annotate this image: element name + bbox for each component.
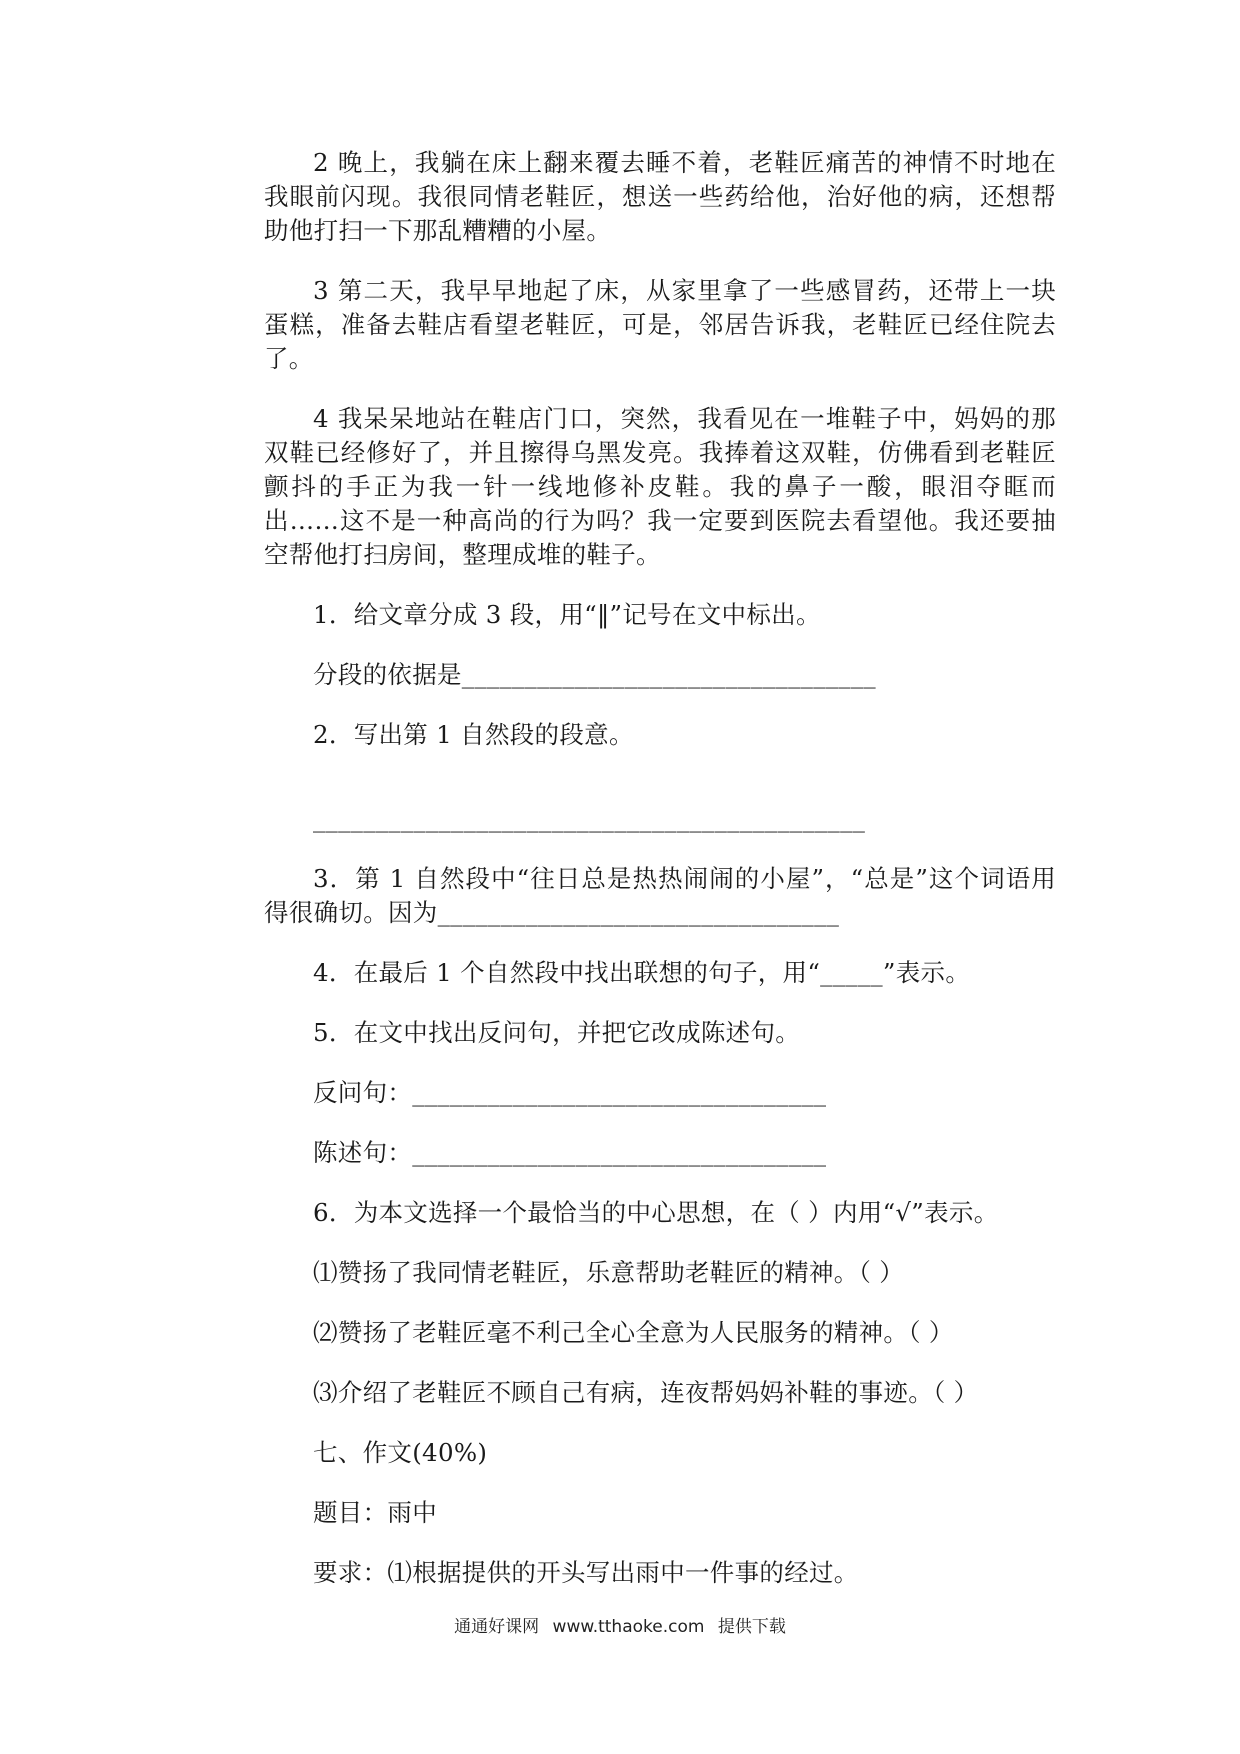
- question-1: 1．给文章分成 3 段，用“‖”记号在文中标出。: [313, 600, 821, 629]
- worksheet-page: [264, 146, 1056, 1616]
- question-6-option-3: ⑶介绍了老鞋匠不顾自己有病，连夜帮妈妈补鞋的事迹。（ ）: [313, 1378, 979, 1407]
- passage-paragraph-2: 2 晚上，我躺在床上翻来覆去睡不着，老鞋匠痛苦的神情不时地在我眼前闪现。我很同情老鞋匠，想送一些药给他，治好他的病，还想帮助他打扫一下那乱糟糟的小屋。: [264, 148, 1056, 245]
- footer-url: www.tthaoke.com: [552, 1617, 705, 1637]
- question-3: 3．第 1 自然段中“往日总是热热闹闹的小屋”，“总是”这个词语用得很确切。因为________________________________: [264, 864, 1056, 927]
- question-2-answer-blank: ____________________________________________: [313, 804, 866, 833]
- passage-paragraph-3: 3 第二天，我早早地起了床，从家里拿了一些感冒药，还带上一块蛋糕，准备去鞋店看望老鞋匠，可是，邻居告诉我，老鞋匠已经住院去了。: [264, 276, 1056, 373]
- question-6: 6．为本文选择一个最恰当的中心思想，在（ ）内用“√”表示。: [313, 1198, 999, 1227]
- question-5-rhetorical-blank: 反问句：_________________________________: [313, 1078, 827, 1107]
- question-6-option-1: ⑴赞扬了我同情老鞋匠，乐意帮助老鞋匠的精神。（ ）: [313, 1258, 905, 1287]
- footer-site-name: 通通好课网: [454, 1617, 540, 1637]
- composition-requirement: 要求：⑴根据提供的开头写出雨中一件事的经过。: [313, 1558, 859, 1587]
- page-footer: [0, 1612, 1240, 1637]
- question-1-basis-blank: 分段的依据是_________________________________: [313, 660, 876, 689]
- question-4: 4．在最后 1 个自然段中找出联想的句子，用“_____”表示。: [313, 958, 971, 987]
- question-5: 5．在文中找出反问句，并把它改成陈述句。: [313, 1018, 801, 1047]
- question-6-option-2: ⑵赞扬了老鞋匠毫不利己全心全意为人民服务的精神。（ ）: [313, 1318, 954, 1347]
- question-5-declarative-blank: 陈述句：_________________________________: [313, 1138, 827, 1167]
- composition-title: 题目：雨中: [313, 1498, 437, 1527]
- question-2: 2．写出第 1 自然段的段意。: [313, 720, 634, 749]
- passage-paragraph-4: 4 我呆呆地站在鞋店门口，突然，我看见在一堆鞋子中，妈妈的那双鞋已经修好了，并且擦得乌黑发亮。我捧着这双鞋，仿佛看到老鞋匠颤抖的手正为我一针一线地修补皮鞋。我的鼻子一酸，眼泪夺眶而出……这不是一种高尚的行为吗？我一定要到医院去看望他。我还要抽空帮他打扫房间，整理成堆的鞋子。: [264, 404, 1056, 569]
- composition-heading: 七、作文(40%): [313, 1438, 488, 1467]
- footer-download: 提供下载: [717, 1617, 786, 1637]
